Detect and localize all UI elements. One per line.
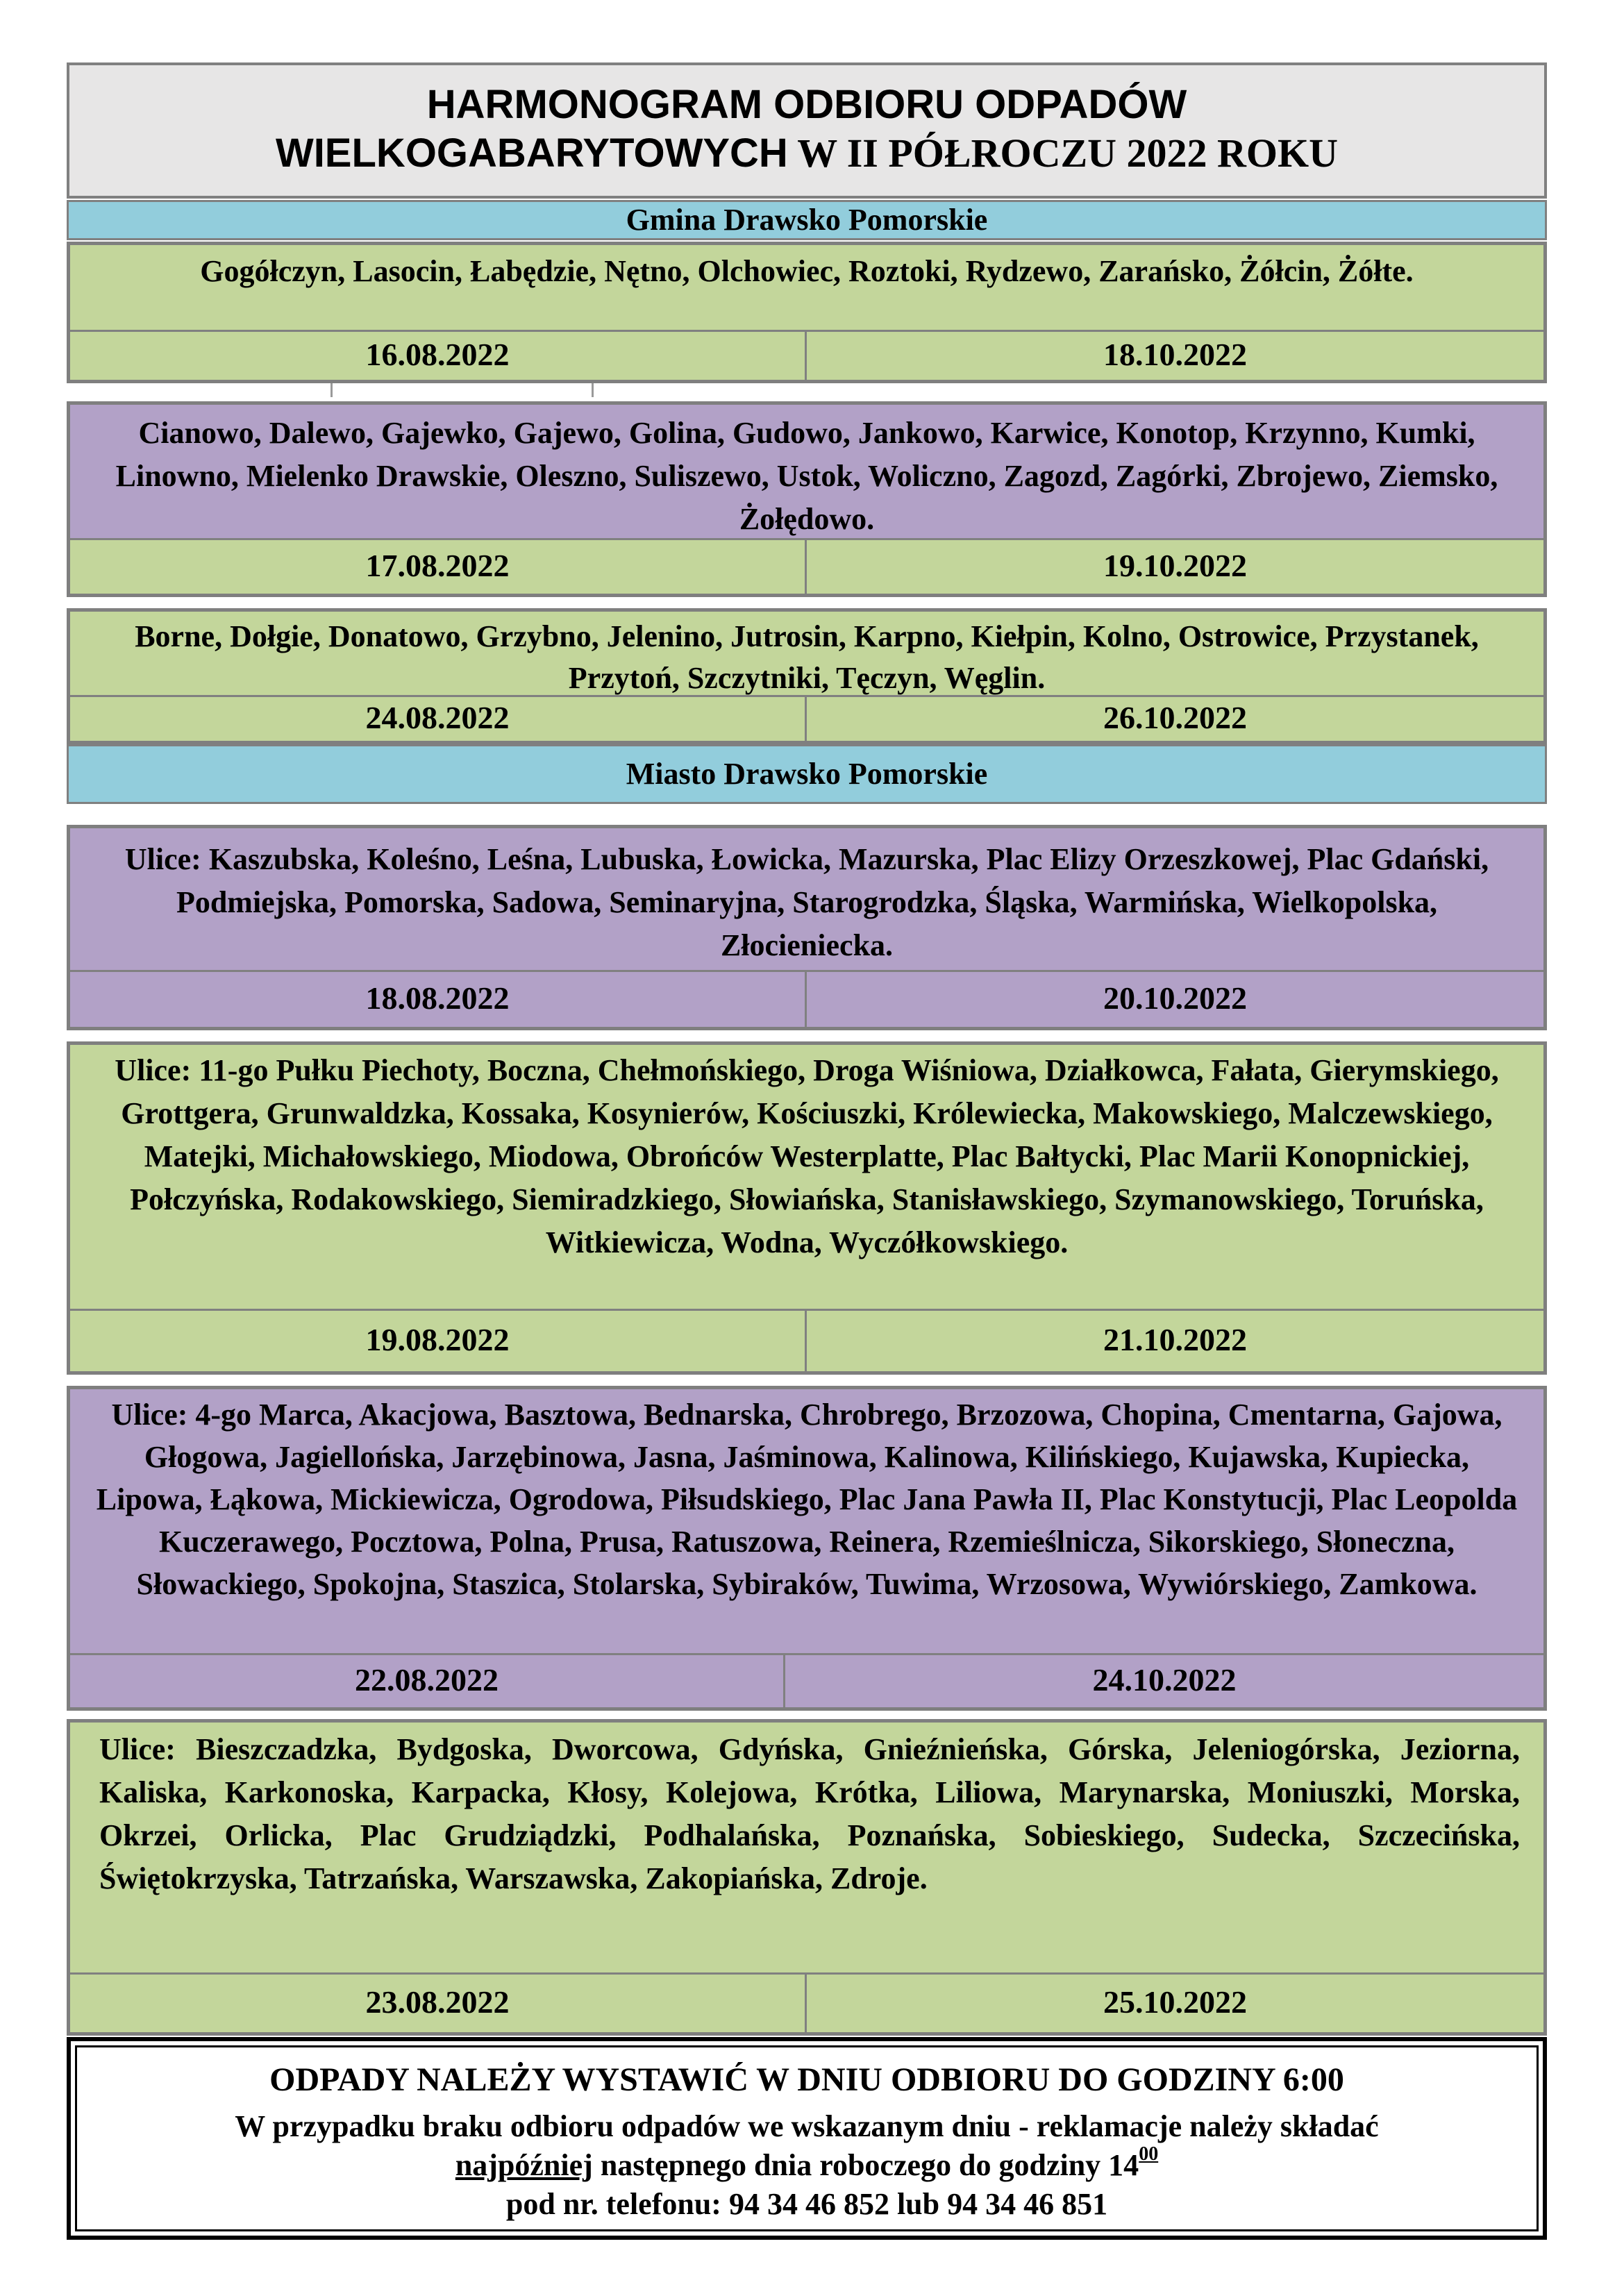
- pickup-date-2: 20.10.2022: [1103, 980, 1247, 1016]
- section-header-gmina: Gmina Drawsko Pomorskie: [67, 200, 1547, 240]
- footer-line-2-rest: następnego dnia roboczego do godziny 14: [592, 2148, 1139, 2182]
- group-dates: [70, 538, 1543, 594]
- pickup-date-2: 26.10.2022: [1103, 700, 1247, 735]
- page-title: [67, 62, 1547, 199]
- group-block: [67, 242, 1547, 383]
- footer-line-1: W przypadku braku odbioru odpadów we wskazanym dniu - reklamacje należy składać: [235, 2109, 1379, 2143]
- pickup-date-1: 23.08.2022: [70, 1975, 807, 2032]
- pickup-date-2: 18.10.2022: [1103, 337, 1247, 372]
- gap-divider: [592, 383, 594, 397]
- footer-notice-inner: [75, 2045, 1539, 2231]
- group-block: [67, 401, 1547, 597]
- footer-notice: [67, 2037, 1547, 2240]
- section-header-miasto: Miasto Drawsko Pomorskie: [67, 744, 1547, 804]
- pickup-date-2: 19.10.2022: [1103, 548, 1247, 583]
- group-dates: [70, 330, 1543, 380]
- group-block: [67, 825, 1547, 1030]
- group-names: Ulice: Kaszubska, Koleśno, Leśna, Lubuska, Łowicka, Mazurska, Plac Elizy Orzeszkowej, Plac Gdański, Podmiejska, Pomorska, Sadowa, Seminaryjna, Starogrodzka, Śląska, Warmińska, Wielkopolska, Złocieniecka.: [124, 842, 1489, 962]
- footer-underlined-word: najpóźniej: [455, 2148, 593, 2182]
- group-block: [67, 1041, 1547, 1375]
- pickup-date-1: 19.08.2022: [70, 1311, 807, 1371]
- footer-phone: pod nr. telefonu: 94 34 46 852 lub 94 34 46 851: [505, 2187, 1108, 2221]
- pickup-date-2: 24.10.2022: [1092, 1662, 1237, 1698]
- group-block: [67, 608, 1547, 744]
- group-names: Borne, Dołgie, Donatowo, Grzybno, Jelenino, Jutrosin, Karpno, Kiełpin, Kolno, Ostrowice, Przystanek, Przytoń, Szczytniki, Tęczyn, Węglin.: [135, 619, 1479, 695]
- group-names: Ulice: Bieszczadzka, Bydgoska, Dworcowa, Gdyńska, Gnieźnieńska, Górska, Jeleniogórska, Jeziorna, Kaliska, Karkonoska, Karpacka, Kłosy, Kolejowa, Krótka, Liliowa, Marynarska, Moniuszki, Morska, Okrzei, Orlicka, Plac Grudziądzki, Podhalańska, Poznańska, Sobieskiego, Sudecka, Szczecińska, Świętokrzyska, Tatrzańska, Warszawska, Zakopiańska, Zdroje.: [99, 1732, 1520, 1895]
- pickup-date-2: 25.10.2022: [1103, 1984, 1247, 2020]
- footer-heading: ODPADY NALEŻY WYSTAWIĆ W DNIU ODBIORU DO GODZINY 6:00: [269, 2061, 1344, 2098]
- pickup-date-1: 24.08.2022: [70, 697, 807, 741]
- title-line-2: WIELKOGABARYTOWYCH W II PÓŁROCZU 2022 ROKU: [275, 131, 1339, 176]
- pickup-date-1: 17.08.2022: [70, 540, 807, 594]
- group-block: [67, 1719, 1547, 2036]
- group-names: Ulice: 11-go Pułku Piechoty, Boczna, Chełmońskiego, Droga Wiśniowa, Działkowca, Fałata, Gierymskiego, Grottgera, Grunwaldzka, Kossaka, Kosynierów, Kościuszki, Królewiecka, Makowskiego, Malczewskiego, Matejki, Michałowskiego, Miodowa, Obrońców Westerplatte, Plac Bałtycki, Plac Marii Konopnickiej, Połczyńska, Rodakowskiego, Siemiradzkiego, Słowiańska, Stanisławskiego, Szymanowskiego, Toruńska, Witkiewicza, Wodna, Wyczółkowskiego.: [115, 1053, 1499, 1259]
- pickup-date-2: 21.10.2022: [1103, 1322, 1247, 1357]
- pickup-date-1: 18.08.2022: [70, 972, 807, 1027]
- pickup-date-1: 16.08.2022: [70, 332, 807, 380]
- group-block: [67, 1386, 1547, 1711]
- group-names: Cianowo, Dalewo, Gajewko, Gajewo, Golina, Gudowo, Jankowo, Karwice, Konotop, Krzynno, Kumki, Linowno, Mielenko Drawskie, Oleszno, Suliszewo, Ustok, Woliczno, Zagozd, Zagórki, Zbrojewo, Ziemsko, Żołędowo.: [115, 416, 1498, 536]
- title-line-1: HARMONOGRAM ODBIORU ODPADÓW: [426, 82, 1187, 127]
- footer-hour-superscript: 00: [1139, 2143, 1159, 2165]
- gap-divider: [330, 383, 333, 397]
- group-dates: [70, 1972, 1543, 2032]
- group-dates: [70, 695, 1543, 741]
- pickup-date-1: 22.08.2022: [70, 1655, 785, 1707]
- footer-line-2: [77, 2143, 1537, 2185]
- group-names: Gogółczyn, Lasocin, Łabędzie, Nętno, Olchowiec, Roztoki, Rydzewo, Zarańsko, Żółcin, Żółte.: [200, 254, 1414, 288]
- group-dates: [70, 1309, 1543, 1371]
- group-dates: [70, 970, 1543, 1027]
- group-names: Ulice: 4-go Marca, Akacjowa, Basztowa, Bednarska, Chrobrego, Brzozowa, Chopina, Cmentarna, Gajowa, Głogowa, Jagiellońska, Jarzębinowa, Jasna, Jaśminowa, Kalinowa, Kilińskiego, Kujawska, Kupiecka, Lipowa, Łąkowa, Mickiewicza, Ogrodowa, Piłsudskiego, Plac Jana Pawła II, Plac Konstytucji, Plac Leopolda Kuczerawego, Pocztowa, Polna, Prusa, Ratuszowa, Reinera, Rzemieślnicza, Sikorskiego, Słoneczna, Słowackiego, Spokojna, Staszica, Stolarska, Sybiraków, Tuwima, Wrzosowa, Wywiórskiego, Zamkowa.: [96, 1398, 1518, 1601]
- group-dates: [70, 1653, 1543, 1707]
